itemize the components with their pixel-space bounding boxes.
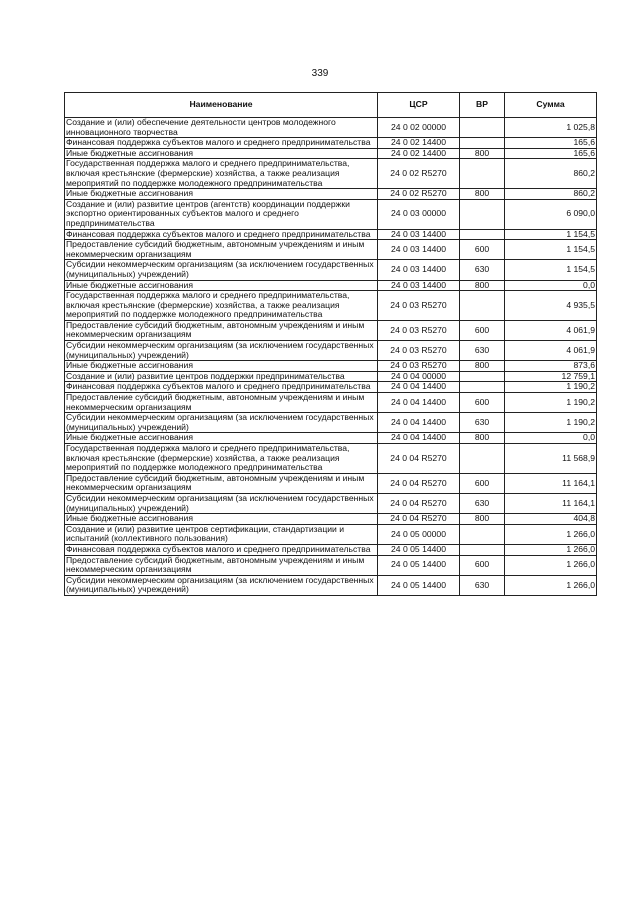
cell-sum: 165,6 (505, 148, 597, 159)
cell-vr: 800 (460, 189, 505, 200)
cell-csr: 24 0 03 00000 (378, 199, 460, 229)
table-row (65, 341, 597, 361)
cell-vr (460, 444, 505, 474)
cell-vr: 800 (460, 280, 505, 291)
cell-vr (460, 382, 505, 393)
cell-sum: 12 759,1 (505, 371, 597, 382)
cell-csr: 24 0 02 R5270 (378, 159, 460, 189)
cell-sum: 4 061,9 (505, 320, 597, 340)
table-row (65, 138, 597, 149)
cell-csr: 24 0 04 R5270 (378, 473, 460, 493)
cell-sum: 1 190,2 (505, 413, 597, 433)
table-row (65, 148, 597, 159)
table-row (65, 291, 597, 321)
cell-vr (460, 199, 505, 229)
cell-vr (460, 138, 505, 149)
cell-name: Финансовая поддержка субъектов малого и среднего предпринимательства (65, 544, 378, 555)
cell-vr: 600 (460, 320, 505, 340)
cell-name: Финансовая поддержка субъектов малого и среднего предпринимательства (65, 138, 378, 149)
cell-vr: 630 (460, 260, 505, 280)
cell-name: Предоставление субсидий бюджетным, автономным учреждениям и иным некоммерческим организациям (65, 555, 378, 575)
cell-name: Иные бюджетные ассигнования (65, 514, 378, 525)
cell-name: Государственная поддержка малого и среднего предпринимательства, включая крестьянские (фермерские) хозяйства, а также реализация мероприятий по поддержке молодежного предпринимательства (65, 291, 378, 321)
cell-sum: 1 266,0 (505, 544, 597, 555)
cell-vr: 600 (460, 555, 505, 575)
cell-csr: 24 0 05 14400 (378, 575, 460, 595)
cell-name: Финансовая поддержка субъектов малого и среднего предпринимательства (65, 229, 378, 240)
cell-sum: 4 061,9 (505, 341, 597, 361)
cell-csr: 24 0 03 R5270 (378, 341, 460, 361)
cell-vr: 800 (460, 361, 505, 372)
cell-csr: 24 0 05 14400 (378, 555, 460, 575)
table-row (65, 555, 597, 575)
table-row (65, 118, 597, 138)
table-row (65, 524, 597, 544)
cell-vr: 800 (460, 148, 505, 159)
cell-vr (460, 229, 505, 240)
table-row (65, 229, 597, 240)
cell-csr: 24 0 02 R5270 (378, 189, 460, 200)
cell-vr: 630 (460, 413, 505, 433)
table-row (65, 444, 597, 474)
budget-table (64, 92, 597, 596)
table-row (65, 159, 597, 189)
cell-csr: 24 0 04 00000 (378, 371, 460, 382)
cell-vr (460, 524, 505, 544)
cell-name: Субсидии некоммерческим организациям (за исключением государственных (муниципальных) учреждений) (65, 341, 378, 361)
cell-sum: 0,0 (505, 280, 597, 291)
cell-name: Создание и (или) развитие центров сертификации, стандартизации и испытаний (коллективного пользования) (65, 524, 378, 544)
cell-sum: 165,6 (505, 138, 597, 149)
cell-sum: 1 190,2 (505, 393, 597, 413)
cell-name: Создание и (или) обеспечение деятельности центров молодежного инновационного творчества (65, 118, 378, 138)
cell-sum: 1 154,5 (505, 240, 597, 260)
cell-name: Предоставление субсидий бюджетным, автономным учреждениям и иным некоммерческим организациям (65, 473, 378, 493)
cell-csr: 24 0 04 R5270 (378, 514, 460, 525)
cell-csr: 24 0 02 00000 (378, 118, 460, 138)
cell-name: Иные бюджетные ассигнования (65, 280, 378, 291)
table-header-row (65, 93, 597, 118)
cell-name: Субсидии некоммерческим организациям (за исключением государственных (муниципальных) учреждений) (65, 260, 378, 280)
cell-csr: 24 0 03 14400 (378, 229, 460, 240)
cell-csr: 24 0 03 R5270 (378, 361, 460, 372)
table-row (65, 413, 597, 433)
cell-sum: 1 190,2 (505, 382, 597, 393)
cell-sum: 860,2 (505, 189, 597, 200)
cell-sum: 1 025,8 (505, 118, 597, 138)
cell-name: Создание и (или) развитие центров (агентств) координации поддержки экспортно ориентированных субъектов малого и среднего предпринимательства (65, 199, 378, 229)
table-row (65, 575, 597, 595)
cell-name: Создание и (или) развитие центров поддержки предпринимательства (65, 371, 378, 382)
table-row (65, 382, 597, 393)
table-row (65, 280, 597, 291)
cell-name: Иные бюджетные ассигнования (65, 189, 378, 200)
cell-vr: 630 (460, 575, 505, 595)
table-row (65, 199, 597, 229)
cell-sum: 404,8 (505, 514, 597, 525)
cell-csr: 24 0 04 14400 (378, 382, 460, 393)
cell-csr: 24 0 05 14400 (378, 544, 460, 555)
cell-name: Субсидии некоммерческим организациям (за исключением государственных (муниципальных) учреждений) (65, 493, 378, 513)
cell-vr (460, 544, 505, 555)
table-row (65, 371, 597, 382)
cell-sum: 860,2 (505, 159, 597, 189)
cell-name: Государственная поддержка малого и среднего предпринимательства, включая крестьянские (фермерские) хозяйства, а также реализация мероприятий по поддержке молодежного предпринимательства (65, 159, 378, 189)
table-row (65, 189, 597, 200)
cell-sum: 1 154,5 (505, 260, 597, 280)
header-name: Наименование (65, 93, 378, 118)
cell-csr: 24 0 02 14400 (378, 148, 460, 159)
cell-csr: 24 0 03 14400 (378, 280, 460, 291)
cell-csr: 24 0 03 R5270 (378, 291, 460, 321)
cell-sum: 1 154,5 (505, 229, 597, 240)
header-sum: Сумма (505, 93, 597, 118)
cell-csr: 24 0 03 14400 (378, 260, 460, 280)
cell-sum: 1 266,0 (505, 524, 597, 544)
cell-name: Иные бюджетные ассигнования (65, 148, 378, 159)
table-row (65, 240, 597, 260)
cell-vr: 630 (460, 493, 505, 513)
cell-csr: 24 0 03 R5270 (378, 320, 460, 340)
cell-vr (460, 118, 505, 138)
cell-csr: 24 0 02 14400 (378, 138, 460, 149)
table-row (65, 473, 597, 493)
cell-vr (460, 371, 505, 382)
cell-csr: 24 0 04 R5270 (378, 493, 460, 513)
cell-vr (460, 291, 505, 321)
cell-name: Предоставление субсидий бюджетным, автономным учреждениям и иным некоммерческим организациям (65, 393, 378, 413)
cell-sum: 11 164,1 (505, 473, 597, 493)
cell-name: Субсидии некоммерческим организациям (за исключением государственных (муниципальных) учреждений) (65, 413, 378, 433)
cell-name: Субсидии некоммерческим организациям (за исключением государственных (муниципальных) учреждений) (65, 575, 378, 595)
cell-vr: 630 (460, 341, 505, 361)
cell-name: Государственная поддержка малого и среднего предпринимательства, включая крестьянские (фермерские) хозяйства, а также реализация мероприятий по поддержке молодежного предпринимательства (65, 444, 378, 474)
cell-sum: 6 090,0 (505, 199, 597, 229)
cell-csr: 24 0 05 00000 (378, 524, 460, 544)
table-row (65, 361, 597, 372)
table-row (65, 514, 597, 525)
cell-name: Предоставление субсидий бюджетным, автономным учреждениям и иным некоммерческим организациям (65, 240, 378, 260)
cell-csr: 24 0 04 14400 (378, 393, 460, 413)
table-row (65, 393, 597, 413)
cell-vr: 600 (460, 240, 505, 260)
table-row (65, 493, 597, 513)
cell-name: Иные бюджетные ассигнования (65, 433, 378, 444)
cell-sum: 11 568,9 (505, 444, 597, 474)
cell-vr: 800 (460, 433, 505, 444)
cell-sum: 1 266,0 (505, 575, 597, 595)
table-row (65, 320, 597, 340)
table-row (65, 544, 597, 555)
table-row (65, 260, 597, 280)
table-row (65, 433, 597, 444)
cell-csr: 24 0 04 14400 (378, 413, 460, 433)
cell-vr: 600 (460, 473, 505, 493)
cell-csr: 24 0 04 R5270 (378, 444, 460, 474)
cell-sum: 4 935,5 (505, 291, 597, 321)
header-vr: ВР (460, 93, 505, 118)
header-csr: ЦСР (378, 93, 460, 118)
cell-name: Иные бюджетные ассигнования (65, 361, 378, 372)
cell-name: Финансовая поддержка субъектов малого и среднего предпринимательства (65, 382, 378, 393)
cell-sum: 873,6 (505, 361, 597, 372)
cell-vr (460, 159, 505, 189)
cell-sum: 11 164,1 (505, 493, 597, 513)
page-number: 339 (311, 68, 329, 79)
cell-csr: 24 0 03 14400 (378, 240, 460, 260)
cell-vr: 600 (460, 393, 505, 413)
cell-vr: 800 (460, 514, 505, 525)
cell-csr: 24 0 04 14400 (378, 433, 460, 444)
cell-name: Предоставление субсидий бюджетным, автономным учреждениям и иным некоммерческим организациям (65, 320, 378, 340)
cell-sum: 0,0 (505, 433, 597, 444)
cell-sum: 1 266,0 (505, 555, 597, 575)
